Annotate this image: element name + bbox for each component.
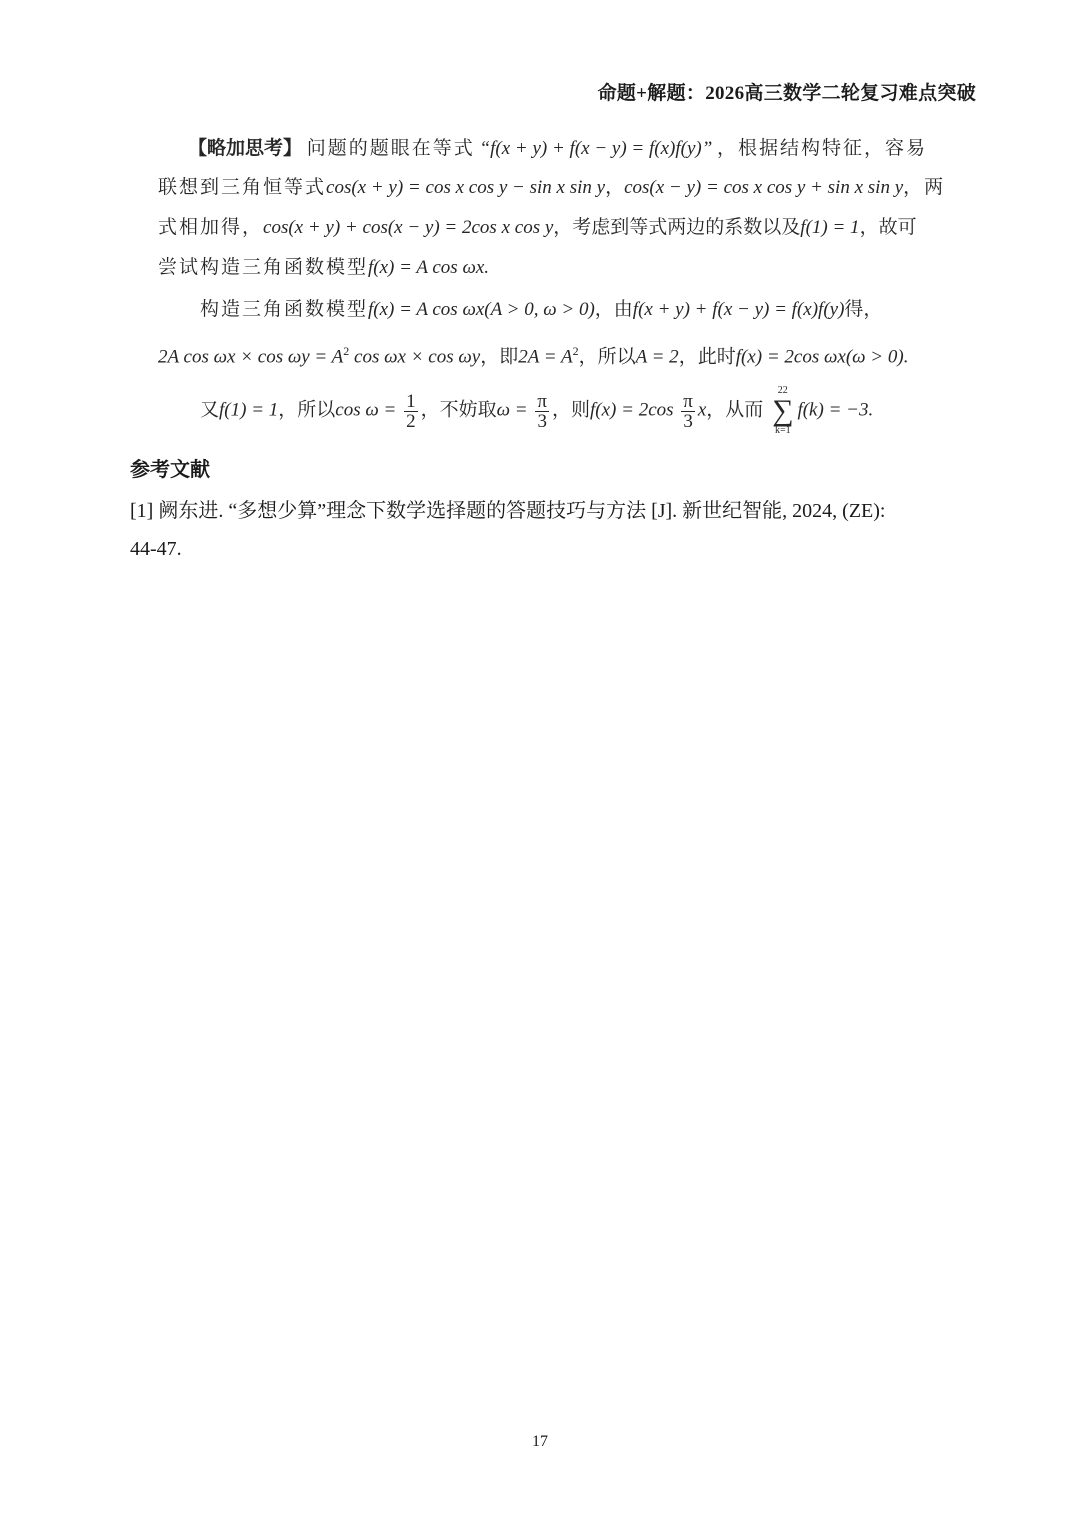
- solution-line-1: [188, 134, 927, 162]
- superscript: 2: [343, 344, 350, 358]
- text-segment: ，此时: [678, 346, 736, 368]
- text-segment: ，即: [480, 346, 519, 368]
- text-segment: 尝试构造三角函数模型: [158, 257, 369, 278]
- text-segment: ，不妨取: [420, 399, 497, 421]
- formula: A = 2: [635, 346, 679, 368]
- formula: f(x) = A cos ωx(A > 0, ω > 0): [368, 299, 595, 320]
- fraction-one-half: $\frac{1}{2}$: [406, 390, 416, 432]
- text-segment: 问题的题眼在等式: [306, 138, 475, 159]
- text-segment: ，两: [903, 177, 946, 198]
- formula: cos ω =: [335, 399, 397, 421]
- formula: cos(x + y) = cos x cos y − sin x sin y: [326, 177, 606, 198]
- solution-line-4: [158, 254, 489, 282]
- text-segment: ，所以: [278, 399, 336, 421]
- formula: cos(x + y) + cos(x − y) = 2cos x cos y: [263, 217, 554, 238]
- summation-sign: 22 ∑ k=1: [772, 385, 794, 436]
- solution-line-2: [158, 174, 945, 202]
- text-segment: ，故可: [859, 217, 917, 238]
- text-segment: ，则: [551, 399, 590, 421]
- text-segment: ，根据结构特征，容易: [717, 138, 928, 159]
- formula: f(1) = 1: [800, 217, 860, 238]
- text-segment: 又: [200, 399, 220, 421]
- superscript: 2: [572, 344, 579, 358]
- text-segment: 式相加得，: [158, 217, 264, 238]
- solution-line-6: [158, 337, 909, 368]
- formula: f(x) = 2cos: [590, 399, 674, 421]
- solution-excerpt-scan: [158, 128, 974, 438]
- formula: f(1) = 1: [219, 399, 279, 421]
- running-header: 命题+解题：2026高三数学二轮复习难点突破: [597, 83, 976, 104]
- text-segment: 构造三角函数模型: [200, 299, 369, 320]
- reference-entry-line: [1] 阙东进. “多想少算”理念下数学选择题的答题技巧与方法 [J]. 新世纪智能, 2024, (ZE):: [130, 500, 886, 522]
- fraction-pi-third: $\frac{\pi}{3}$: [537, 390, 547, 432]
- solution-line-3: [158, 214, 917, 242]
- formula: ω =: [496, 399, 528, 421]
- formula: f(x) = 2cos ωx(ω > 0).: [735, 346, 909, 368]
- solution-line-5: [200, 296, 882, 324]
- formula: f(x + y) + f(x − y) = f(x)f(y): [632, 299, 845, 320]
- reference-entry: [130, 492, 960, 568]
- text-segment: ，考虑到等式两边的系数以及: [553, 217, 801, 238]
- fraction-pi-third: $\frac{\pi}{3}$: [683, 390, 693, 432]
- hint-tag: 【略加思考】: [188, 137, 303, 159]
- formula: f(k) = −3.: [797, 399, 874, 421]
- text-segment: ，从而: [706, 399, 764, 421]
- formula: 2A = A: [518, 346, 573, 368]
- formula: 2A cos ωx × cos ωy = A: [158, 346, 344, 368]
- references-heading: 参考文献: [130, 457, 210, 481]
- solution-line-7: [200, 386, 873, 434]
- formula: f(x) = A cos ωx.: [368, 257, 490, 278]
- text-segment: 得，: [844, 299, 883, 320]
- formula: cos ωx × cos ωy: [354, 346, 481, 368]
- text-segment: ，由: [594, 299, 633, 320]
- formula: “f(x + y) + f(x − y) = f(x)f(y)”: [479, 138, 713, 159]
- text-segment: ，所以: [578, 346, 636, 368]
- page-number: 17: [532, 1433, 548, 1450]
- formula: x: [697, 399, 707, 421]
- reference-entry-line: 44-47.: [130, 538, 182, 560]
- formula: cos(x − y) = cos x cos y + sin x sin y: [624, 177, 904, 198]
- text-segment: ，: [605, 177, 625, 198]
- text-segment: 联想到三角恒等式: [158, 177, 327, 198]
